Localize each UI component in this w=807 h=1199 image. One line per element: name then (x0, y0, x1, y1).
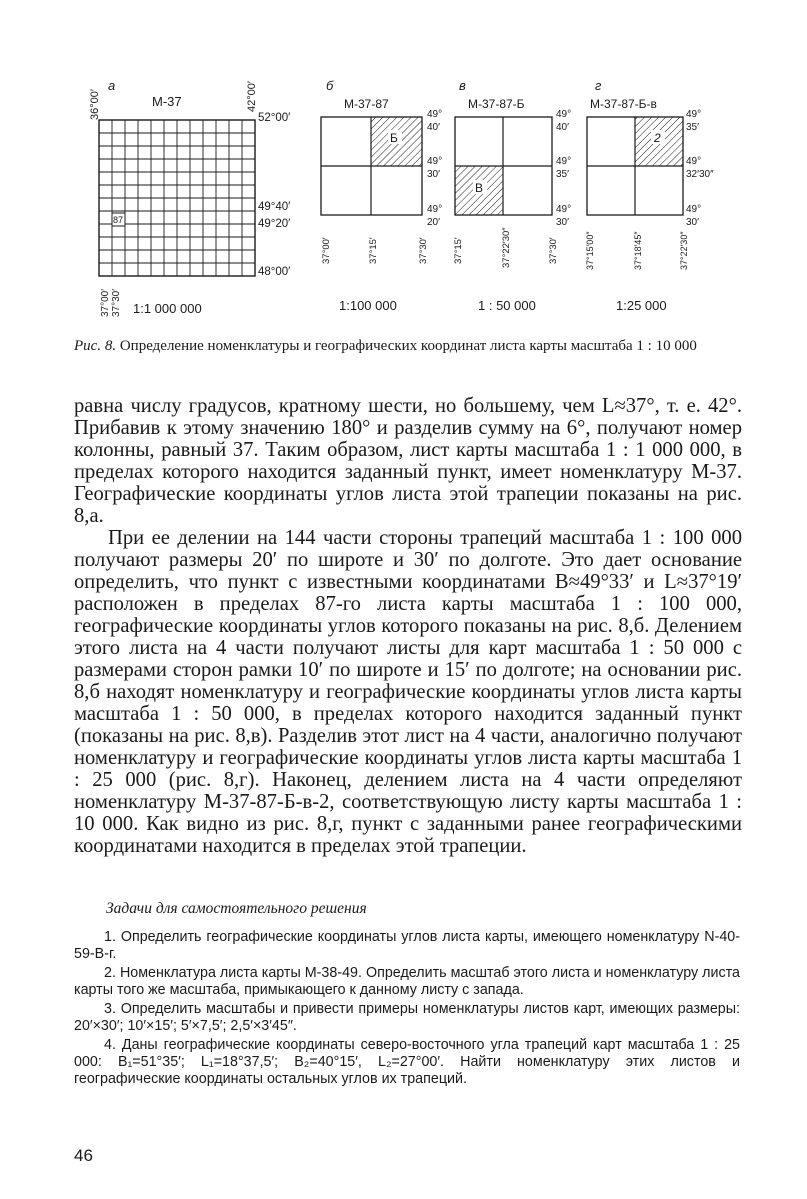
panel-g-lat-1-min: 35′ (686, 122, 699, 133)
panel-a-lat-49-40: 49°40′ (258, 201, 291, 213)
panel-b (321, 78, 442, 313)
panel-b-lat-1-min: 40′ (427, 122, 440, 133)
panel-a-bottom-long-1: 37°00′ (100, 288, 111, 317)
panel-v-lat-1-min: 40′ (556, 122, 569, 133)
panel-a-sheet-87-label: 87 (113, 215, 124, 225)
panel-v-lat-2-deg: 49° (556, 156, 572, 167)
panel-g-letter: г (595, 78, 602, 93)
panel-v-long-1: 37°15′ (453, 237, 464, 264)
panel-g-long-3: 37°22′30″ (679, 231, 689, 270)
panel-b-quadrant-label: Б (390, 131, 398, 145)
exercise-3: 3. Определить масштабы и привести примеры номенклатуры листов карт, имеющих размеры: 20′×30′; 10′×15′; 5′×7,5′; 2,5′×3′45″. (74, 1001, 740, 1034)
panel-g-title: М-37-87-Б-в (590, 97, 657, 111)
panel-b-lat-3-min: 20′ (427, 217, 440, 228)
exercises-heading: Задачи для самостоятельного решения (106, 900, 367, 917)
panel-b-lat-3-deg: 49° (427, 204, 443, 215)
panel-a-scale: 1:1 000 000 (133, 301, 202, 316)
exercise-2: 2. Номенклатура листа карты М-38-49. Определить масштаб этого листа и номенклатуру листа карты того же масштаба, примыкающего к данному листу с запада. (74, 965, 740, 998)
panel-v-long-3: 37°30′ (548, 237, 559, 264)
panel-b-lat-2-min: 30′ (427, 169, 440, 180)
panel-b-lat-2-deg: 49° (427, 156, 443, 167)
panel-a (89, 78, 290, 317)
panel-a-lat-49-20: 49°20′ (258, 218, 291, 230)
figure-8 (60, 72, 750, 334)
panel-b-long-3: 37°30′ (418, 237, 429, 264)
panel-a-bottom-long-2: 37°30′ (111, 288, 122, 317)
panel-v-quadrant-label: В (475, 181, 484, 195)
panel-b-scale: 1:100 000 (339, 298, 397, 313)
exercise-4: 4. Даны географические координаты северо-восточного угла трапеций карт масштаба 1 : 25 000: B₁=51°35′; L₁=18°37,5′; B₂=40°15′, L₂=27°00′. Найти номенклатуру этих листов и географические координаты остальных углов их трапеций. (74, 1037, 740, 1087)
panel-a-top-right-longitude: 42°00′ (246, 81, 258, 112)
panel-g-lat-2-min: 32′30″ (686, 169, 714, 180)
panel-a-lat-48: 48°00′ (258, 266, 291, 278)
panel-g-long-1: 37°15′00″ (585, 231, 595, 270)
panel-b-long-2: 37°15′ (368, 237, 379, 264)
panel-b-title: М-37-87 (344, 97, 389, 111)
panel-b-letter: б (326, 78, 334, 93)
panel-v-lat-1-deg: 49° (556, 109, 572, 120)
main-text (74, 395, 742, 857)
panel-v-lat-2-min: 35′ (556, 169, 569, 180)
figure-caption-label: Рис. 8. (74, 338, 117, 354)
paragraph-1: равна числу градусов, кратному шести, но большему, чем L≈37°, т. е. 42°. Прибавив к этому значению 180° и разделив сумму на 6°, получают номер колонны, равный 37. Таким образом, лист карты масштаба 1 : 1 000 000, в пределах которого находится заданный пункт, имеет номенклатуру М-37. Географические координаты углов листа этой трапеции показаны на рис. 8,а. (74, 395, 742, 527)
panel-b-long-1: 37°00′ (321, 237, 332, 264)
panel-a-top-left-longitude: 36°00′ (89, 89, 101, 120)
panel-g-long-2: 37°18′45″ (633, 231, 643, 270)
panel-a-grid (99, 120, 255, 276)
panel-v-scale: 1 : 50 000 (478, 298, 536, 313)
panel-g-lat-3-min: 30′ (686, 217, 699, 228)
panel-g (585, 78, 714, 313)
panel-v-title: М-37-87-Б (468, 97, 525, 111)
panel-g-lat-1-deg: 49° (686, 109, 702, 120)
exercises-section (74, 900, 740, 1090)
panel-v-letter: в (459, 78, 466, 93)
panel-a-lat-52: 52°00′ (258, 112, 291, 124)
panel-v-lat-3-deg: 49° (556, 204, 572, 215)
page-number: 46 (74, 1146, 93, 1165)
panel-g-lat-3-deg: 49° (686, 204, 702, 215)
panel-v-lat-3-min: 30′ (556, 217, 569, 228)
panel-g-lat-2-deg: 49° (686, 156, 702, 167)
panel-a-title: М-37 (152, 94, 182, 109)
paragraph-2: При ее делении на 144 части стороны трапеций масштаба 1 : 100 000 получают размеры 20′ по широте и 30′ по долготе. Это дает основание определить, что пункт с известными координатами B≈49°33′ и L≈37°19′ расположен в пределах 87-го листа карты масштаба 1 : 100 000, географические координаты углов которого показаны на рис. 8,б. Делением этого листа на 4 части получают листы для карт масштаба 1 : 50 000 с размерами сторон рамки 10′ по широте и 15′ по долготе; на основании рис. 8,б находят номенклатуру и географические координаты углов листа карты масштаба 1 : 50 000, в пределах которого находится заданный пункт (показаны на рис. 8,в). Разделив этот лист на 4 части, аналогично получают номенклатуру и географические координаты углов листа карты масштаба 1 : 25 000 (рис. 8,г). Наконец, делением листа на 4 части определяют номенклатуру М-37-87-Б-в-2, соответствующую листу карты масштаба 1 : 10 000. Как видно из рис. 8,г, пункт с заданными ранее географическими координатами находится в пределах этой трапеции. (74, 527, 742, 857)
panel-v (453, 78, 571, 313)
figure-caption (74, 337, 742, 355)
panel-g-scale: 1:25 000 (616, 298, 667, 313)
panel-v-long-2: 37°22′30″ (501, 227, 512, 268)
panel-a-letter: а (108, 78, 116, 93)
exercise-1: 1. Определить географические координаты углов листа карты, имеющего номенклатуру N-40-59-В-г. (74, 929, 740, 962)
panel-g-quadrant-label: 2 (654, 131, 661, 145)
panel-b-lat-1-deg: 49° (427, 109, 443, 120)
figure-caption-text: Определение номенклатуры и географических координат листа карты масштаба 1 : 10 000 (119, 338, 697, 354)
